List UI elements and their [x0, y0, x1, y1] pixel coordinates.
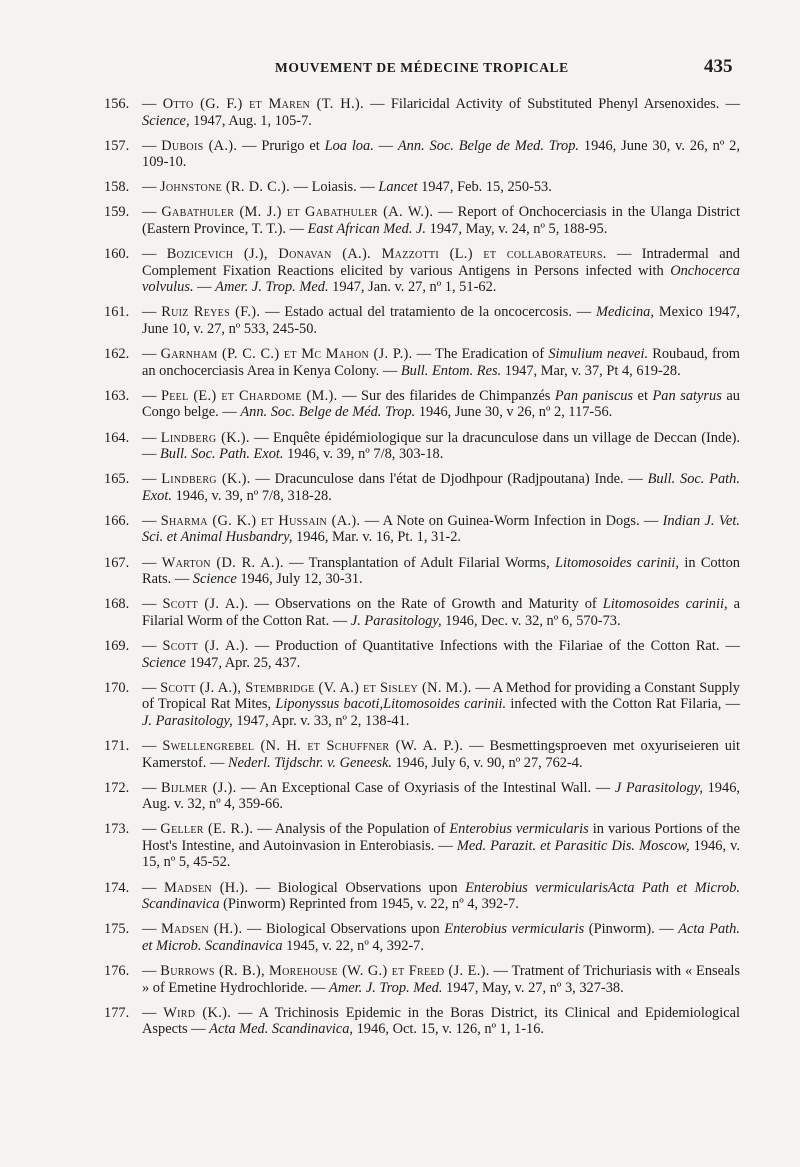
entry-authors: Peel (E.) et Chardome (M.).	[160, 387, 338, 404]
entry-authors: Otto (G. F.) et Maren (T. H.).	[162, 96, 364, 112]
entry-title: (Pinworm) Reprinted from	[219, 896, 381, 913]
entry-number: 168.	[104, 596, 130, 613]
entry-number: 157.	[104, 137, 130, 154]
reference-entry	[100, 304, 740, 337]
entry-dash: —	[623, 471, 648, 488]
entry-authors: Scott (J. A.).	[162, 637, 249, 654]
entry-journal: Medicina,	[596, 304, 654, 321]
entry-dash: —	[337, 387, 362, 404]
entry-title: Sur des filarides de Chimpanzés	[361, 387, 555, 404]
reference-entry	[100, 555, 740, 588]
entry-title: au Congo belge.	[142, 387, 740, 421]
entry-title: Estado actual del tratamiento de la oncocercosis.	[284, 304, 572, 321]
reference-entry	[100, 780, 740, 813]
entry-dash: —	[249, 429, 273, 446]
entry-number: 162.	[104, 346, 130, 363]
entry-journal: East African Med. J.	[307, 221, 427, 238]
entry-journal: Indian J. Vet. Sci. et Animal Husbandry,	[142, 512, 741, 546]
entry-title: Report of Onchocerciasis in the Ulanga District (Eastern Province, T. T.).	[142, 204, 740, 238]
entry-number: 159.	[104, 204, 130, 221]
entry-journal: J. Parasitology,	[350, 612, 442, 629]
entry-journal: Bull. Soc. Path. Exot.	[142, 471, 740, 504]
entry-dash: —	[489, 962, 512, 979]
entry-title: Analysis of the Population of	[274, 821, 450, 838]
entry-dash: —	[260, 304, 285, 321]
entry-number: 175.	[104, 921, 130, 938]
entry-title-italic: Enterobius vermicularis	[449, 821, 589, 838]
entry-number: 164.	[104, 429, 130, 446]
entry-authors: Dubois (A.).	[161, 137, 238, 154]
entry-title: A Trichinosis Epidemic in the Boras District, its Clinical and Epidemiological Aspects	[142, 1004, 740, 1038]
entry-dash: —	[142, 471, 162, 488]
entry-journal: Nederl. Tijdschr. v. Geneesk.	[227, 754, 392, 771]
entry-details: 1947, Feb. 15, 250-53.	[417, 179, 552, 196]
entry-title: Dracunculose dans l'état de Djodhpour (Radjpoutana) Inde.	[274, 471, 624, 488]
entry-details: 1947, Mar, v. 37, Pt 4, 619-28.	[501, 362, 681, 379]
entry-details: 1946, v. 15, nº 5, 45-52.	[142, 837, 740, 871]
entry-details: 1946, July 6, v. 90, nº 27, 762-4.	[391, 754, 583, 771]
entry-title: Biological Observations upon	[277, 879, 466, 896]
reference-entry	[100, 179, 740, 196]
reference-entry	[100, 596, 740, 629]
entry-title: in Cotton Rats.	[142, 554, 740, 588]
reference-entry	[100, 821, 740, 871]
entry-dash: —	[356, 179, 379, 196]
page-header	[0, 56, 800, 80]
entry-title: Enquête épidémiologique sur la dracunculose dans un village de Deccan (Inde).	[272, 429, 740, 446]
entry-dash: —	[187, 1021, 210, 1038]
entry-title: A Method for providing a Constant Supply of Tropical Rat Mites,	[142, 679, 741, 713]
entry-authors: Warton (D. R. A.).	[161, 554, 284, 571]
entry-authors: Ruiz Reyes (F.).	[161, 304, 261, 321]
entry-title-italic: Liponyssus bacoti,	[275, 696, 384, 713]
entry-details: 1947, Apr. v. 33, nº 2, 138-41.	[232, 712, 410, 729]
entry-dash: —	[142, 779, 162, 796]
entry-dash: —	[571, 304, 597, 321]
entry-details: 1947, Apr. 25, 437.	[185, 654, 301, 671]
entry-title: (Pinworm).	[584, 921, 655, 938]
entry-dash: —	[373, 137, 398, 154]
entry-authors: Madsen (H.).	[163, 879, 249, 896]
entry-authors: Lindberg (K.).	[160, 429, 250, 446]
entry-journal: Science,	[142, 112, 190, 129]
entry-dash: —	[142, 821, 161, 838]
entry-dash: —	[379, 362, 401, 379]
entry-dash: —	[218, 404, 241, 421]
entry-dash: —	[433, 204, 458, 221]
entry-dash: —	[286, 221, 308, 238]
entry-number: 167.	[104, 554, 130, 571]
entry-number: 156.	[104, 96, 130, 112]
entry-details: 1947, May, v. 27, nº 3, 327-38.	[442, 979, 624, 996]
entry-journal: Lancet	[378, 179, 418, 196]
entry-title: The Eradication of	[435, 346, 549, 363]
entry-dash: —	[142, 387, 161, 404]
entry-dash: —	[171, 571, 193, 588]
entry-number: 163.	[104, 387, 130, 404]
entry-dash: —	[142, 962, 161, 979]
entry-dash: —	[248, 637, 276, 654]
entry-dash: —	[591, 779, 615, 796]
entry-title-italic: Enterobius vermicularis	[444, 921, 585, 938]
entry-authors: Johnstone (R. D. C.).	[160, 179, 290, 196]
reference-entry	[100, 680, 740, 730]
entry-title-italic: Simulium neavei.	[548, 346, 649, 363]
entry-title: Observations on the Rate of Growth and Maturity of	[274, 596, 603, 613]
entry-number: 158.	[104, 179, 130, 196]
reference-list	[100, 96, 740, 1046]
entry-dash: —	[142, 96, 163, 112]
entry-number: 177.	[104, 1004, 130, 1021]
entry-title-italic: Enterobius vermicularis	[465, 879, 609, 896]
entry-journal: J. Parasitology,	[142, 712, 233, 729]
entry-journal: Bull. Soc. Path. Exot.	[160, 446, 284, 463]
reference-entry	[100, 346, 740, 379]
entry-dash: —	[248, 879, 278, 896]
entry-dash: —	[363, 96, 391, 112]
entry-dash: —	[142, 637, 163, 654]
entry-authors: Garnham (P. C. C.) et Mc Mahon (J. P.).	[160, 346, 413, 363]
entry-dash: —	[142, 137, 162, 154]
entry-title: Transplantation of Adult Filarial Worms,	[308, 554, 555, 571]
entry-title: Roubaud, from an onchocerciasis Area in Kenya Colony.	[142, 346, 740, 379]
entry-dash: —	[329, 612, 351, 629]
entry-title-italic: Pan satyrus	[652, 387, 722, 404]
reference-entry	[100, 471, 740, 504]
entry-dash: —	[142, 512, 161, 529]
entry-details: 1947, Aug. 1, 105-7.	[189, 112, 312, 129]
entry-dash: —	[142, 679, 161, 696]
entry-dash: —	[206, 754, 228, 771]
entry-number: 166.	[104, 512, 130, 529]
entry-title: Intradermal and Complement Fixation Reactions elicited by various Antigens in Persons infected with	[142, 246, 740, 279]
entry-dash: —	[719, 637, 740, 654]
entry-dash: —	[142, 737, 163, 754]
entry-dash: —	[193, 279, 216, 296]
reference-entry	[100, 96, 740, 129]
entry-title-italic: Litomosoides carinii,	[554, 554, 680, 571]
entry-journal: Ann. Soc. Belge de Med. Trop.	[397, 137, 580, 154]
entry-number: 176.	[104, 962, 130, 979]
entry-title-italic: Loa loa.	[324, 137, 374, 154]
entry-number: 172.	[104, 779, 130, 796]
entry-dash: —	[639, 512, 663, 529]
entry-title: in various Portions of the Host's Intestine, and Autoinvasion in Enterobiasis.	[142, 821, 740, 854]
entry-title: infected with the Cotton Rat Filaria,	[506, 696, 726, 713]
entry-details: 1946, Dec. v. 32, nº 6, 570-73.	[441, 612, 621, 629]
reference-entry	[100, 513, 740, 546]
entry-title-italic: Onchocerca volvulus.	[142, 262, 740, 296]
entry-authors: Lindberg (K.).	[161, 471, 251, 488]
entry-authors: Bozicevich (J.), Donavan (A.). Mazzotti (L.) et collaborateurs.	[166, 246, 607, 263]
entry-dash: —	[142, 429, 161, 446]
reference-entry	[100, 921, 740, 954]
entry-dash: —	[142, 346, 161, 363]
reference-entry	[100, 204, 740, 237]
entry-details: 1945, v. 22, nº 4, 392-7.	[282, 937, 424, 954]
entry-title: A Note on Guinea-Worm Infection in Dogs.	[382, 512, 640, 529]
entry-details: Mexico 1947, June 10, v. 27, nº 533, 245-50.	[142, 304, 740, 338]
entry-title: et	[633, 387, 653, 404]
entry-dash: —	[142, 304, 162, 321]
entry-number: 161.	[104, 304, 130, 321]
entry-details: 1945, v. 22, nº 4, 392-7.	[381, 896, 519, 913]
entry-journal: Amer. J. Trop. Med.	[329, 979, 443, 996]
entry-title-italic: Pan paniscus	[554, 387, 633, 404]
entry-authors: Sharma (G. K.) et Hussain (A.).	[160, 512, 361, 529]
entry-dash: —	[142, 246, 167, 263]
entry-title: Besmettingsproeven met oxyuriseieren uit Kamerstof.	[142, 737, 740, 771]
entry-dash: —	[231, 1004, 259, 1021]
entry-dash: —	[307, 979, 330, 996]
entry-dash: —	[719, 96, 740, 112]
entry-dash: —	[412, 346, 436, 363]
entry-dash: —	[142, 879, 164, 896]
entry-number: 160.	[104, 246, 130, 263]
reference-entry	[100, 963, 740, 996]
entry-title: Tratment of Trichuriasis with « Enseals » of Emetine Hydrochloride.	[142, 962, 740, 996]
entry-journal: J Parasitology,	[614, 779, 703, 796]
entry-authors: Bijlmer (J.).	[161, 779, 237, 796]
entry-title: Production of Quantitative Infections with the Filariae of the Cotton Rat.	[275, 637, 720, 654]
entry-number: 170.	[104, 679, 130, 696]
page-number: 435	[704, 56, 733, 77]
entry-title-italic: Acta Path et Microb. Scandinavica	[142, 879, 740, 913]
entry-authors: Madsen (H.).	[160, 921, 243, 938]
reference-entry	[100, 738, 740, 771]
entry-dash: —	[142, 1004, 164, 1021]
entry-authors: Geller (E. R.).	[160, 821, 254, 838]
entry-title-italic: Litomosoides carinii,	[602, 596, 728, 613]
entry-dash: —	[654, 921, 679, 938]
entry-dash: —	[142, 179, 160, 196]
running-title: MOUVEMENT DE MÉDECINE TROPICALE	[275, 60, 569, 75]
entry-authors: Burrows (R. B.), Morehouse (W. G.) et Freed (J. E.).	[160, 962, 490, 979]
reference-entry	[100, 638, 740, 671]
entry-number: 165.	[104, 471, 130, 488]
entry-dash: —	[236, 779, 260, 796]
reference-entry	[100, 1005, 740, 1038]
entry-dash: —	[142, 596, 163, 613]
entry-journal: Med. Parazit. et Parasitic Dis. Moscow,	[456, 837, 690, 854]
entry-number: 174.	[104, 879, 130, 896]
entry-authors: Gabathuler (M. J.) et Gabathuler (A. W.).	[161, 204, 434, 221]
entry-journal: Ann. Soc. Belge de Méd. Trop.	[240, 404, 416, 421]
reference-entry	[100, 246, 740, 296]
entry-journal: Science	[192, 571, 237, 588]
entry-dash: —	[606, 246, 642, 263]
entry-journal: Acta Med. Scandinavica,	[209, 1021, 354, 1038]
entry-details: 1946, v. 39, nº 7/8, 303-18.	[283, 446, 444, 463]
entry-title: Biological Observations upon	[265, 921, 445, 938]
entry-title: Prurigo et	[261, 137, 325, 154]
entry-title: a Filarial Worm of the Cotton Rat.	[142, 596, 740, 629]
entry-title-italic: Litomosoides carinii.	[383, 696, 507, 713]
entry-authors: Scott (J. A.), Stembridge (V. A.) et Sisley (N. M.).	[160, 679, 472, 696]
entry-title: An Exceptional Case of Oxyriasis of the Intestinal Wall.	[259, 779, 592, 796]
entry-dash: —	[434, 837, 457, 854]
entry-details: 1947, May, v. 24, nº 5, 188-95.	[426, 221, 608, 238]
entry-journal: Science	[142, 654, 186, 671]
entry-dash: —	[463, 737, 490, 754]
entry-dash: —	[253, 821, 275, 838]
reference-entry	[100, 138, 740, 171]
entry-details: 1946, June 30, v. 26, nº 2, 109-10.	[142, 137, 740, 171]
entry-dash: —	[360, 512, 383, 529]
entry-details: 1946, Mar. v. 16, Pt. 1, 31-2.	[292, 529, 461, 546]
entry-details: 1946, v. 39, nº 7/8, 318-28.	[171, 487, 332, 504]
entry-details: 1946, Aug. v. 32, nº 4, 359-66.	[142, 779, 740, 813]
entry-dash: —	[242, 921, 266, 938]
entry-dash: —	[289, 179, 312, 196]
entry-title: Loiasis.	[311, 179, 357, 196]
entry-authors: Scott (J. A.).	[162, 596, 249, 613]
reference-entry	[100, 388, 740, 421]
entry-dash: —	[725, 696, 741, 713]
entry-dash: —	[142, 204, 162, 221]
entry-details: 1946, June 30, v 26, nº 2, 117-56.	[415, 404, 613, 421]
entry-authors: Wird (K.).	[163, 1004, 232, 1021]
entry-dash: —	[237, 137, 262, 154]
entry-dash: —	[283, 554, 309, 571]
entry-number: 173.	[104, 821, 130, 838]
entry-number: 169.	[104, 637, 130, 654]
entry-journal: Acta Path. et Microb. Scandinavica	[142, 921, 740, 954]
entry-journal: Bull. Entom. Res.	[400, 362, 502, 379]
entry-dash: —	[250, 471, 275, 488]
entry-journal: Amer. J. Trop. Med.	[215, 279, 329, 296]
entry-dash: —	[142, 446, 160, 463]
entry-number: 171.	[104, 737, 130, 754]
entry-dash: —	[248, 596, 275, 613]
entry-dash: —	[471, 679, 493, 696]
entry-authors: Swellengrebel (N. H. et Schuffner (W. A. P.).	[162, 737, 464, 754]
entry-title: Filaricidal Activity of Substituted Phenyl Arsenoxides.	[390, 96, 720, 112]
reference-entry	[100, 880, 740, 913]
entry-details: 1946, July 12, 30-31.	[236, 571, 363, 588]
entry-dash: —	[142, 921, 161, 938]
entry-dash: —	[142, 554, 162, 571]
reference-entry	[100, 430, 740, 463]
entry-details: 1947, Jan. v. 27, nº 1, 51-62.	[328, 279, 497, 296]
entry-details: 1946, Oct. 15, v. 126, nº 1, 1-16.	[353, 1021, 545, 1038]
